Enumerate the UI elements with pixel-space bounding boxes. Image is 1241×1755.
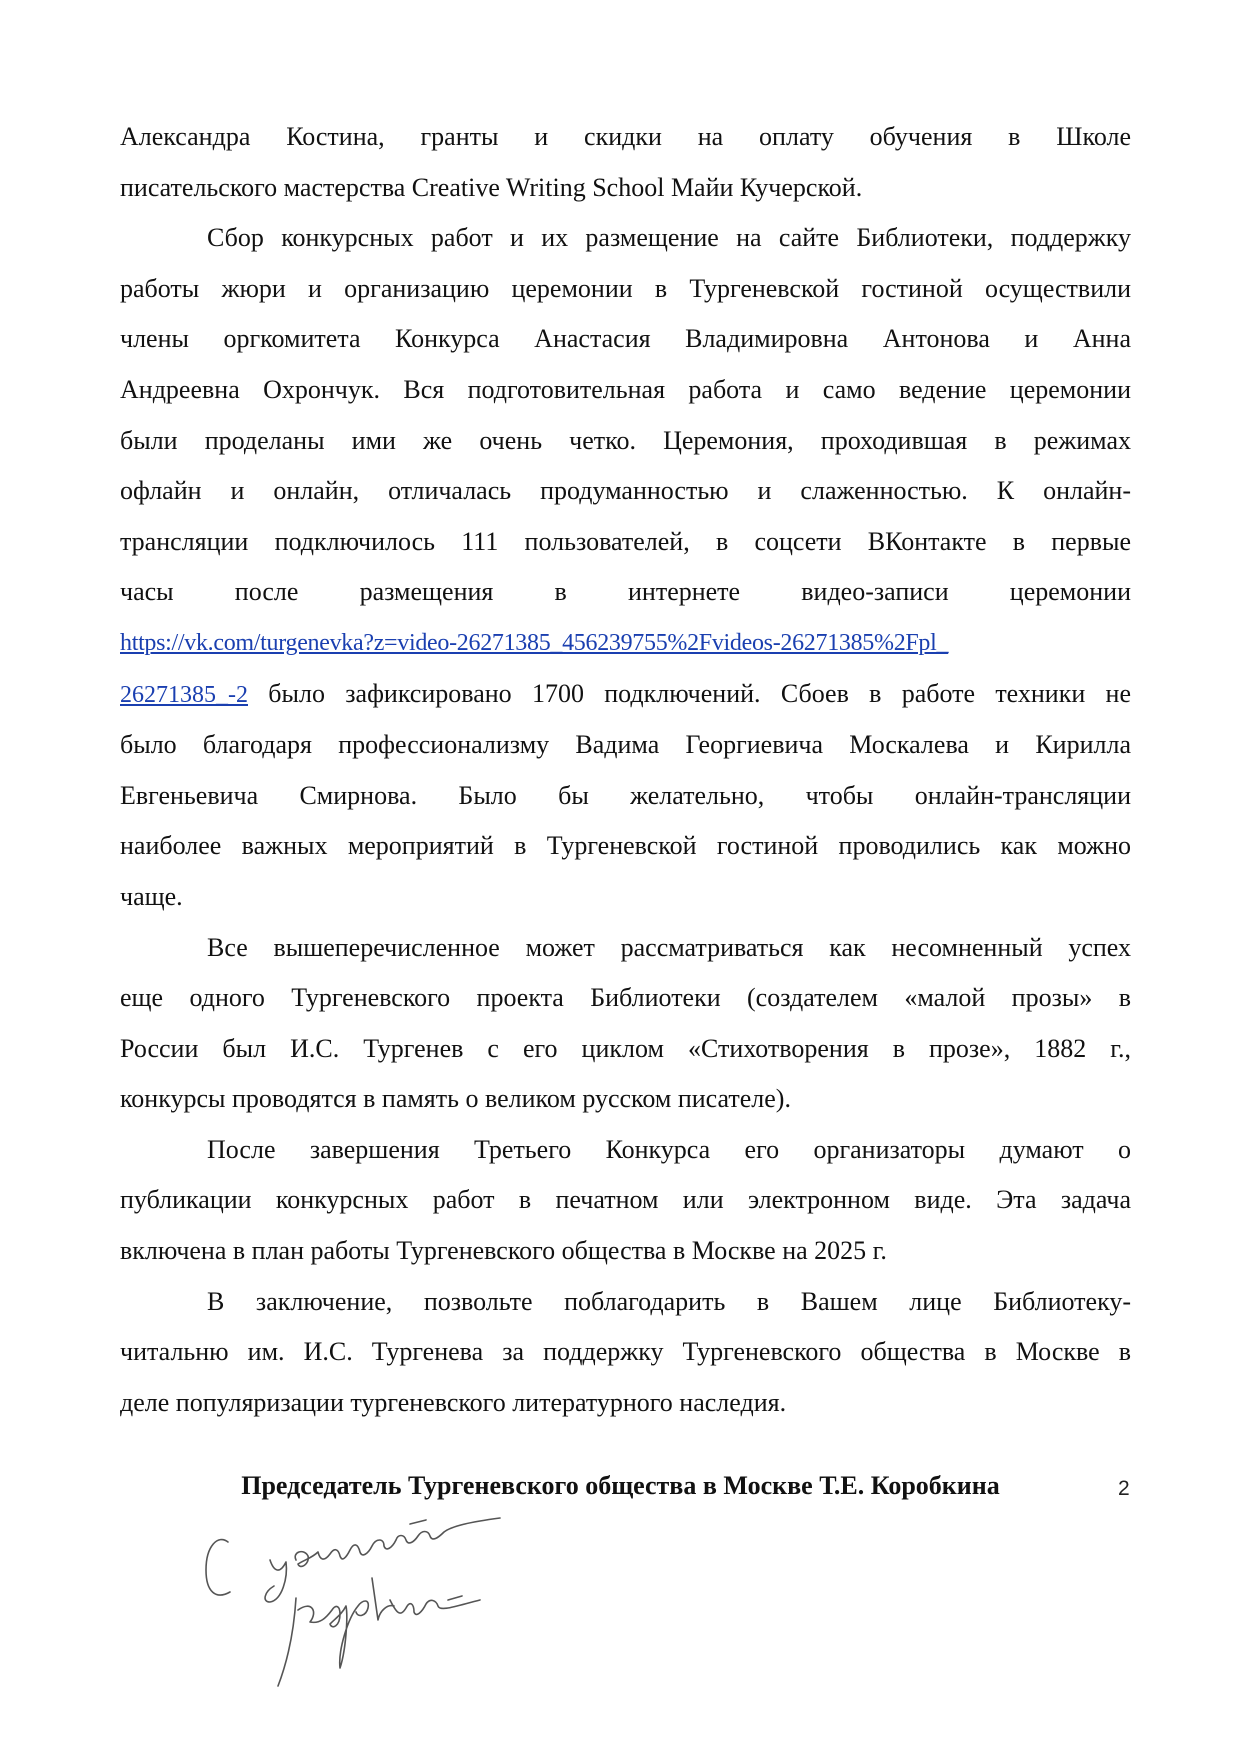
text-line: России был И.С. Тургенев с его циклом «Стихотворения в прозе», 1882 г.,: [120, 1033, 1131, 1063]
signature-stroke: [295, 1518, 500, 1566]
text-line: Все вышеперечисленное может рассматриваться как несомненный успех: [207, 932, 1131, 962]
page-number: 2: [1118, 1477, 1130, 1500]
text-line: офлайн и онлайн, отличалась продуманностью и слаженностью. К онлайн-: [120, 476, 1131, 506]
text-line: было благодаря профессионализму Вадима Георгиевича Москалева и Кирилла: [120, 730, 1131, 760]
text-line: были проделаны ими же очень четко. Церемония, проходившая в режимах: [120, 425, 1131, 455]
text-line: Евгеньевича Смирнова. Было бы желательно, чтобы онлайн-трансляции: [120, 780, 1131, 810]
paragraph-4: [120, 1125, 1131, 1277]
text-line: публикации конкурсных работ в печатном или электронном виде. Эта задача: [120, 1185, 1131, 1215]
signature-stroke: [298, 1601, 368, 1668]
signature-stroke: [448, 1596, 462, 1600]
text-line: конкурсы проводятся в память о великом русском писателе).: [120, 1084, 791, 1114]
signature-stroke: [278, 1598, 296, 1686]
text-line: Сбор конкурсных работ и их размещение на сайте Библиотеки, поддержку: [207, 223, 1131, 253]
text-line: еще одного Тургеневского проекта Библиотеки (создателем «малой прозы» в: [120, 983, 1131, 1013]
text-line: Александра Костина, гранты и скидки на оплату обучения в Школе: [120, 122, 1131, 151]
text-line: деле популяризации тургеневского литературного наследия.: [120, 1387, 787, 1417]
body-text: [120, 112, 1131, 1428]
chair-signature-line: Председатель Тургеневского общества в Москве Т.Е. Коробкина: [241, 1471, 1000, 1500]
after-link-text: было зафиксировано 1700 подключений. Сбоев в работе техники не: [248, 678, 1131, 708]
signature-stroke: [206, 1540, 230, 1596]
text-line: наиболее важных мероприятий в Тургеневской гостиной проводились как можно: [120, 831, 1131, 861]
text-line: читальню им. И.С. Тургенева за поддержку Тургеневского общества в Москве в: [120, 1337, 1131, 1367]
paragraph-5: [120, 1277, 1131, 1429]
video-link-part-2[interactable]: 26271385_-2: [120, 681, 248, 708]
paragraph-2: [120, 213, 1131, 922]
text-line: писательского мастерства Creative Writing School Майи Кучерской.: [120, 172, 863, 202]
text-line: работы жюри и организацию церемонии в Тургеневской гостиной осуществили: [120, 273, 1131, 303]
signature-stroke: [265, 1560, 286, 1602]
paragraph-1: [120, 112, 1131, 213]
signature-stroke: [372, 1578, 394, 1620]
handwritten-signature: [200, 1500, 600, 1730]
text-line: После завершения Третьего Конкурса его организаторы думают о: [207, 1134, 1131, 1164]
text-line: часы после размещения в интернете видео-записи церемонии: [120, 577, 1131, 607]
text-line: Андреевна Охрончук. Вся подготовительная работа и само ведение церемонии: [120, 374, 1131, 404]
text-line: чаще.: [120, 881, 183, 911]
text-line: включена в план работы Тургеневского общества в Москве на 2025 г.: [120, 1236, 887, 1266]
signature-stroke: [390, 1600, 480, 1614]
text-line: члены оргкомитета Конкурса Анастасия Владимировна Антонова и Анна: [120, 324, 1131, 354]
paragraph-3: [120, 923, 1131, 1125]
text-line: трансляции подключилось 111 пользователей, в соцсети ВКонтакте в первые: [120, 526, 1131, 556]
signature-stroke: [410, 1520, 426, 1524]
video-link-part-1[interactable]: https://vk.com/turgenevka?z=video-26271385_456239755%2Fvideos-26271385%2Fpl_: [120, 629, 949, 656]
text-line: [120, 669, 1131, 721]
video-link-line: [120, 618, 1131, 669]
text-line: В заключение, позвольте поблагодарить в Вашем лице Библиотеку-: [207, 1286, 1131, 1316]
